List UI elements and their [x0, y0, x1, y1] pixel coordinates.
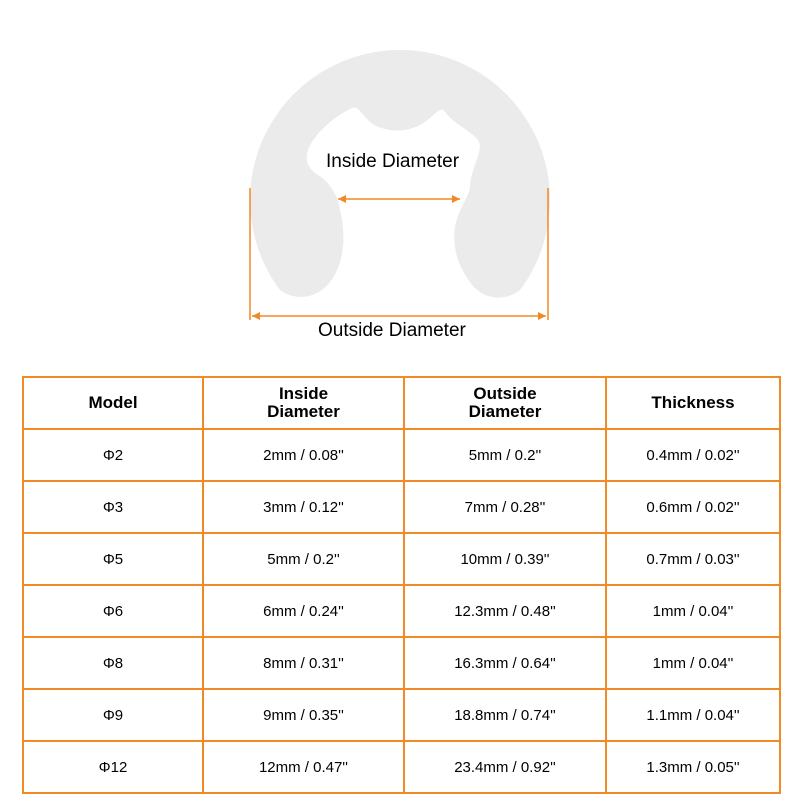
cell-outside-diameter: 7mm / 0.28'' — [404, 481, 606, 533]
inside-diameter-label: Inside Diameter — [326, 151, 460, 172]
cell-thickness: 0.4mm / 0.02'' — [606, 429, 780, 481]
header-thickness: Thickness — [606, 377, 780, 429]
cell-thickness: 1mm / 0.04'' — [606, 637, 780, 689]
header-inside-diameter-text: Inside Diameter — [267, 384, 340, 421]
cell-model: Φ12 — [23, 741, 203, 793]
e-clip-ring — [250, 50, 550, 298]
cell-model: Φ5 — [23, 533, 203, 585]
table-row — [23, 637, 780, 689]
header-outside-diameter — [404, 377, 606, 429]
cell-model: Φ8 — [23, 637, 203, 689]
table-row — [23, 429, 780, 481]
cell-inside-diameter: 8mm / 0.31'' — [203, 637, 404, 689]
cell-outside-diameter: 10mm / 0.39'' — [404, 533, 606, 585]
cell-outside-diameter: 16.3mm / 0.64'' — [404, 637, 606, 689]
cell-thickness: 1.1mm / 0.04'' — [606, 689, 780, 741]
cell-inside-diameter: 2mm / 0.08'' — [203, 429, 404, 481]
cell-thickness: 0.7mm / 0.03'' — [606, 533, 780, 585]
outside-diameter-label: Outside Diameter — [318, 320, 466, 341]
cell-inside-diameter: 3mm / 0.12'' — [203, 481, 404, 533]
outside-arrow-right — [538, 312, 546, 320]
cell-model: Φ2 — [23, 429, 203, 481]
cell-thickness: 1.3mm / 0.05'' — [606, 741, 780, 793]
e-clip-diagram — [0, 0, 800, 360]
cell-model: Φ3 — [23, 481, 203, 533]
table-row — [23, 533, 780, 585]
header-outside-diameter-text: Outside Diameter — [468, 384, 542, 421]
inside-arrow-left — [338, 195, 346, 203]
cell-inside-diameter: 5mm / 0.2'' — [203, 533, 404, 585]
table-body — [23, 429, 780, 793]
table-row — [23, 585, 780, 637]
cell-model: Φ9 — [23, 689, 203, 741]
cell-outside-diameter: 18.8mm / 0.74'' — [404, 689, 606, 741]
cell-outside-diameter: 12.3mm / 0.48'' — [404, 585, 606, 637]
outside-arrow-left — [252, 312, 260, 320]
cell-outside-diameter: 23.4mm / 0.92'' — [404, 741, 606, 793]
cell-thickness: 1mm / 0.04'' — [606, 585, 780, 637]
header-model: Model — [23, 377, 203, 429]
cell-inside-diameter: 6mm / 0.24'' — [203, 585, 404, 637]
cell-thickness: 0.6mm / 0.02'' — [606, 481, 780, 533]
cell-inside-diameter: 9mm / 0.35'' — [203, 689, 404, 741]
inside-arrow-right — [452, 195, 460, 203]
table-row — [23, 481, 780, 533]
cell-model: Φ6 — [23, 585, 203, 637]
table-header-row — [23, 377, 780, 429]
cell-inside-diameter: 12mm / 0.47'' — [203, 741, 404, 793]
table-row — [23, 741, 780, 793]
header-inside-diameter — [203, 377, 404, 429]
spec-table — [22, 376, 781, 794]
table-row — [23, 689, 780, 741]
cell-outside-diameter: 5mm / 0.2'' — [404, 429, 606, 481]
